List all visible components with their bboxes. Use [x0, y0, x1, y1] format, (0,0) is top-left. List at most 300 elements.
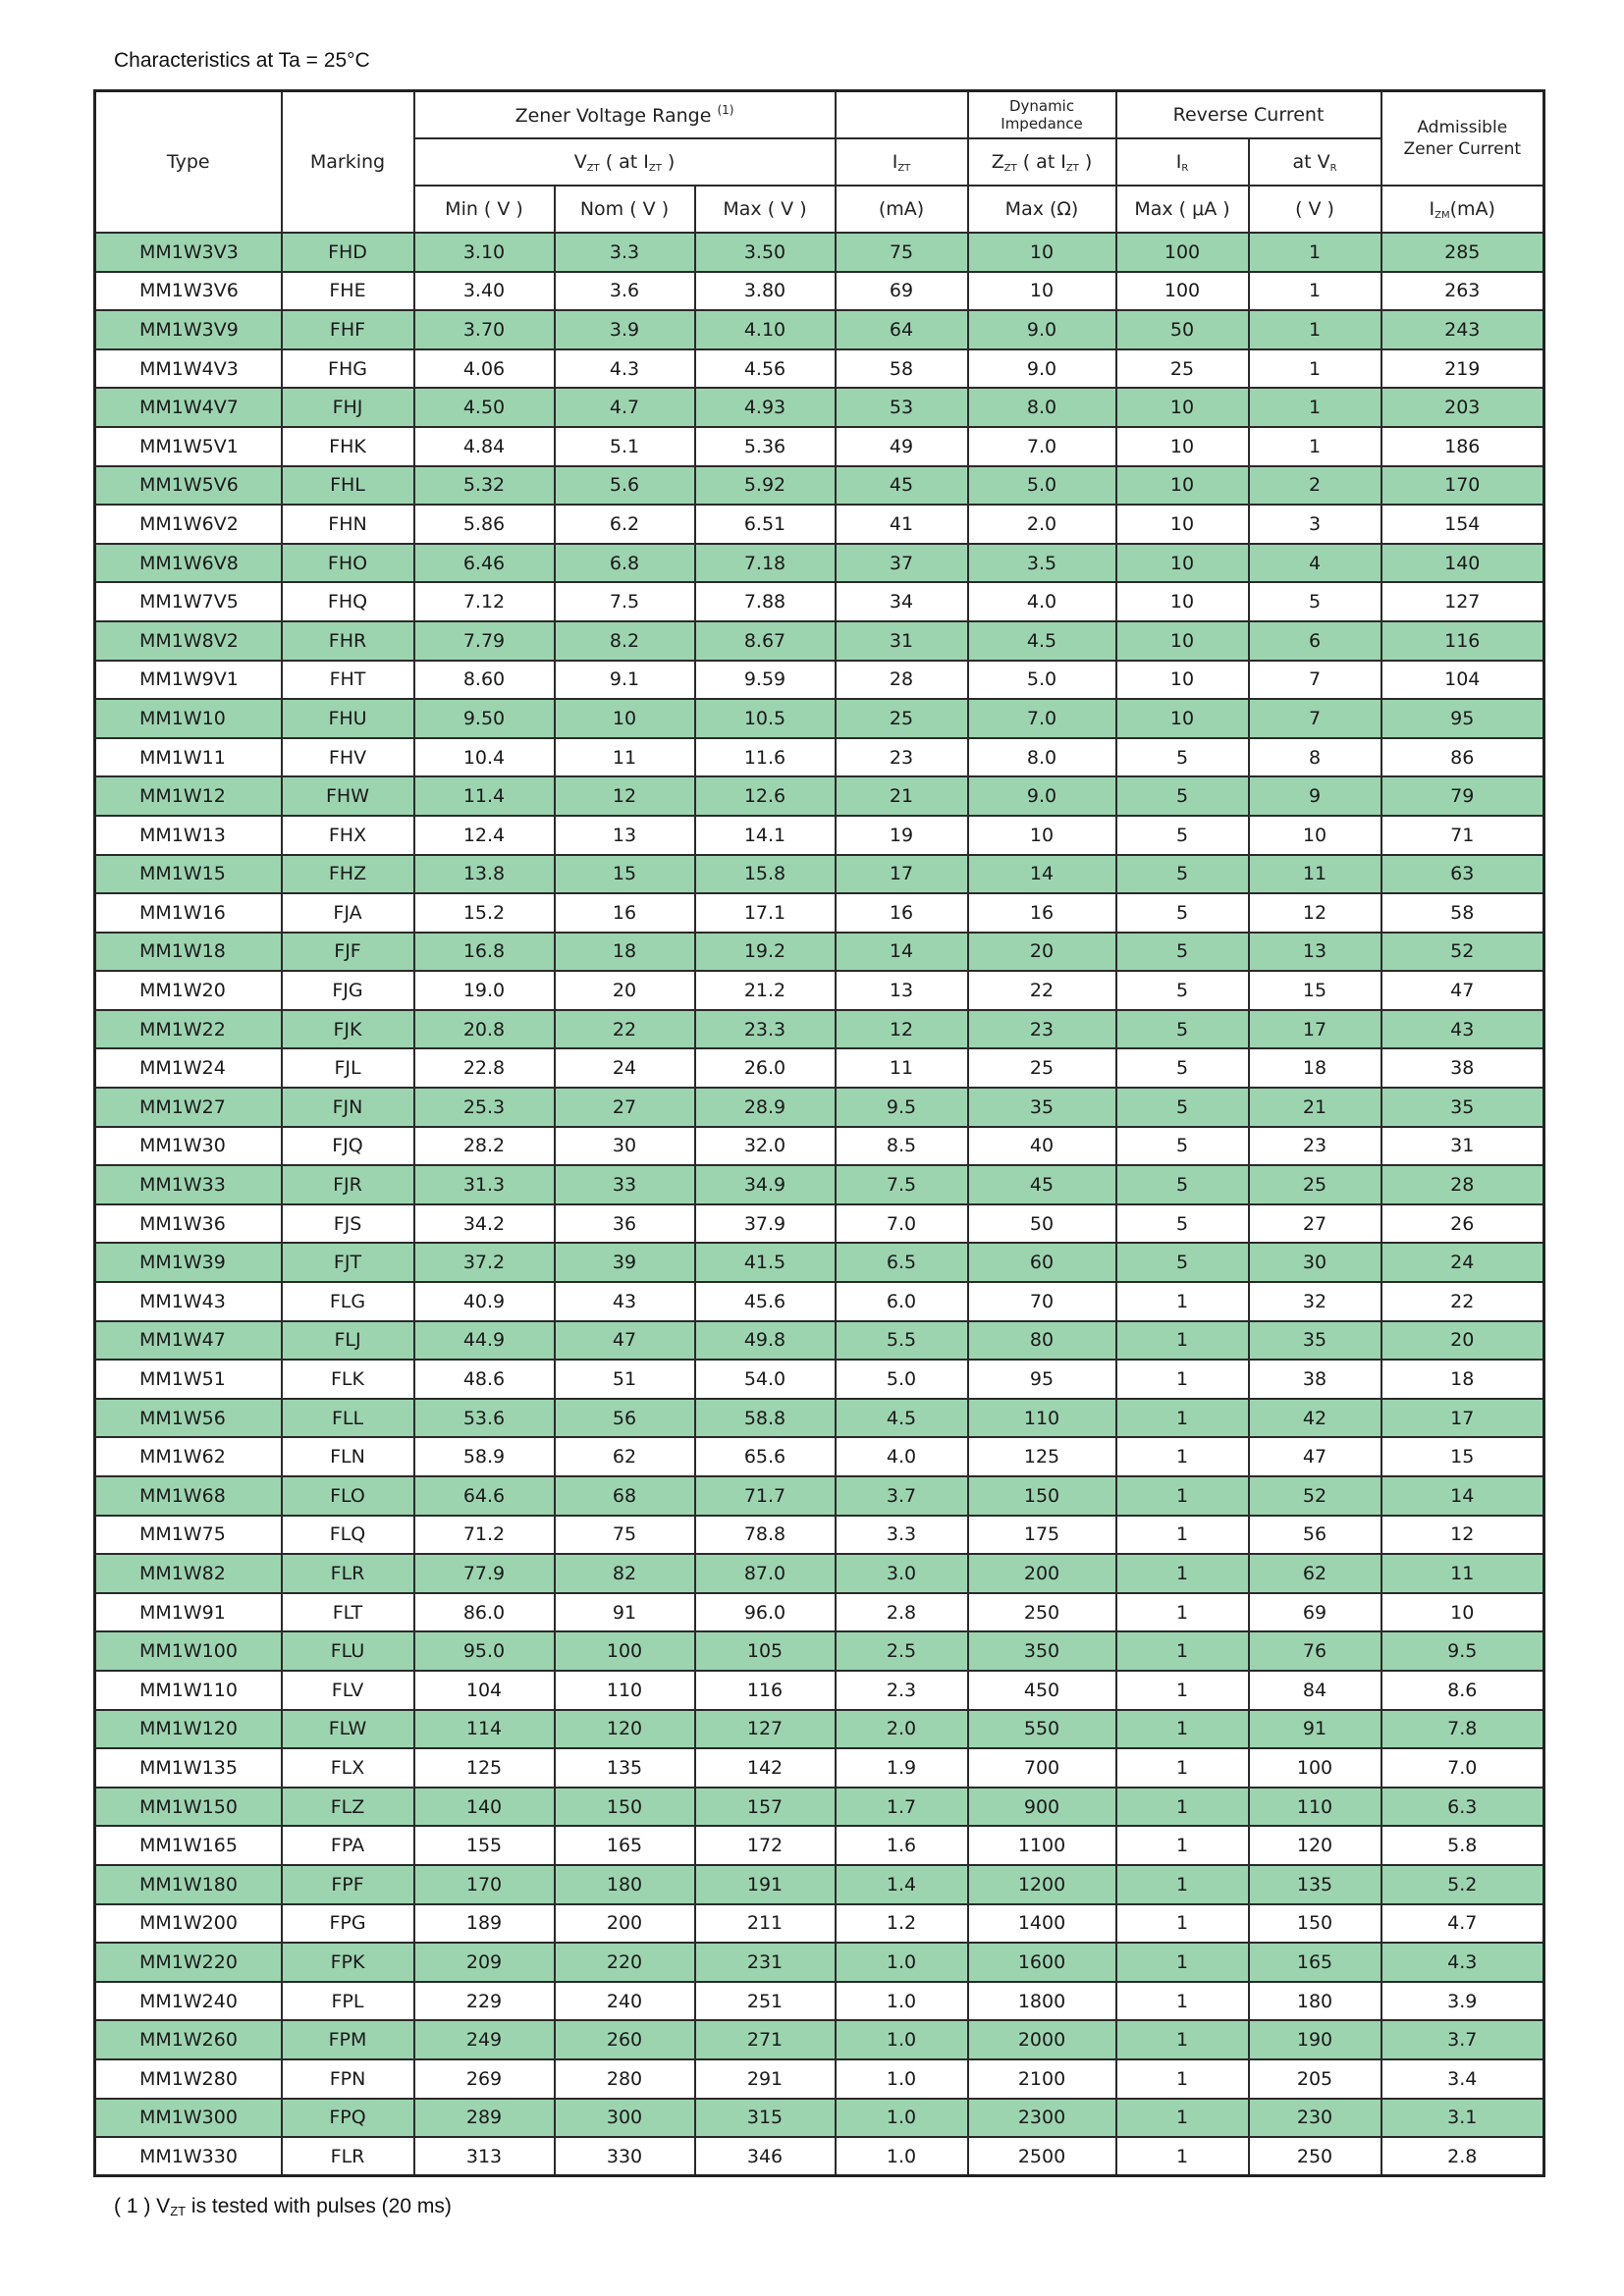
- table-row: [95, 310, 1544, 349]
- cell-vz-min: 58.9: [414, 1437, 555, 1476]
- cell-vz-min: 34.2: [414, 1204, 555, 1244]
- cell-vz-nom: 150: [555, 1788, 695, 1827]
- cell-type: MM1W15: [95, 855, 282, 894]
- cell-marking: FLR: [282, 1554, 414, 1593]
- cell-vz-max: 26.0: [695, 1048, 836, 1088]
- cell-izm: 116: [1381, 621, 1544, 661]
- cell-izm: 7.0: [1381, 1748, 1544, 1788]
- cell-marking: FJR: [282, 1165, 414, 1204]
- header-blank: [836, 91, 968, 139]
- cell-vr: 32: [1249, 1282, 1381, 1321]
- cell-izm: 219: [1381, 349, 1544, 389]
- cell-type: MM1W6V2: [95, 505, 282, 544]
- table-row: [95, 1010, 1544, 1049]
- cell-izm: 8.6: [1381, 1671, 1544, 1710]
- cell-ir-max: 5: [1116, 1204, 1249, 1244]
- cell-type: MM1W43: [95, 1282, 282, 1321]
- header-izm: $I_{ZM}(mA)$: [1381, 186, 1544, 233]
- cell-izm: 52: [1381, 933, 1544, 972]
- cell-izt: 1.0: [836, 1982, 968, 2021]
- cell-vz-max: 28.9: [695, 1088, 836, 1127]
- cell-zzt-max: 900: [968, 1788, 1116, 1827]
- cell-vz-min: 140: [414, 1788, 555, 1827]
- cell-izt: 53: [836, 388, 968, 427]
- characteristics-table: [93, 89, 1545, 2177]
- cell-zzt-max: 2300: [968, 2099, 1116, 2138]
- cell-vr: 230: [1249, 2099, 1381, 2138]
- cell-type: MM1W3V6: [95, 272, 282, 311]
- cell-ir-max: 10: [1116, 582, 1249, 621]
- cell-vz-max: 251: [695, 1982, 836, 2021]
- cell-vz-min: 10.4: [414, 738, 555, 777]
- table-row: [95, 1360, 1544, 1399]
- cell-vz-nom: 24: [555, 1048, 695, 1088]
- cell-vr: 150: [1249, 1904, 1381, 1944]
- cell-izt: 1.0: [836, 2059, 968, 2099]
- cell-izm: 140: [1381, 544, 1544, 583]
- cell-vr: 6: [1249, 621, 1381, 661]
- cell-vz-min: 104: [414, 1671, 555, 1710]
- cell-type: MM1W180: [95, 1865, 282, 1904]
- cell-vz-max: 127: [695, 1710, 836, 1749]
- cell-vr: 120: [1249, 1826, 1381, 1865]
- cell-type: MM1W18: [95, 933, 282, 972]
- cell-type: MM1W4V7: [95, 388, 282, 427]
- table-row: [95, 893, 1544, 933]
- cell-vr: 250: [1249, 2137, 1381, 2176]
- cell-vz-max: 271: [695, 2020, 836, 2059]
- cell-izt: 2.0: [836, 1710, 968, 1749]
- table-row: [95, 1399, 1544, 1438]
- cell-zzt-max: 95: [968, 1360, 1116, 1399]
- table-row: [95, 971, 1544, 1010]
- cell-type: MM1W4V3: [95, 349, 282, 389]
- cell-zzt-max: 9.0: [968, 776, 1116, 816]
- cell-zzt-max: 9.0: [968, 349, 1116, 389]
- cell-ir-max: 1: [1116, 2020, 1249, 2059]
- table-row: [95, 1165, 1544, 1204]
- cell-izm: 18: [1381, 1360, 1544, 1399]
- cell-ir-max: 10: [1116, 661, 1249, 700]
- cell-type: MM1W20: [95, 971, 282, 1010]
- cell-marking: FJA: [282, 893, 414, 933]
- cell-marking: FHQ: [282, 582, 414, 621]
- cell-zzt-max: 10: [968, 233, 1116, 272]
- cell-vr: 205: [1249, 2059, 1381, 2099]
- cell-vr: 15: [1249, 971, 1381, 1010]
- cell-izt: 16: [836, 893, 968, 933]
- cell-vz-nom: 200: [555, 1904, 695, 1944]
- cell-vz-nom: 36: [555, 1204, 695, 1244]
- cell-vr: 91: [1249, 1710, 1381, 1749]
- cell-vz-nom: 9.1: [555, 661, 695, 700]
- cell-vr: 11: [1249, 855, 1381, 894]
- cell-izm: 170: [1381, 466, 1544, 506]
- cell-ir-max: 50: [1116, 310, 1249, 349]
- cell-izt: 1.0: [836, 2099, 968, 2138]
- cell-izm: 20: [1381, 1321, 1544, 1361]
- cell-ir-max: 1: [1116, 1282, 1249, 1321]
- header-vzt: $V_{ZT}$ ( at $I_{ZT}$ ): [414, 138, 836, 186]
- cell-type: MM1W9V1: [95, 661, 282, 700]
- cell-marking: FJT: [282, 1243, 414, 1282]
- header-admissible-zener-current: Admissible Zener Current: [1381, 91, 1544, 187]
- cell-vr: 7: [1249, 661, 1381, 700]
- cell-vz-max: 34.9: [695, 1165, 836, 1204]
- cell-marking: FJS: [282, 1204, 414, 1244]
- cell-izm: 285: [1381, 233, 1544, 272]
- cell-vz-min: 64.6: [414, 1476, 555, 1516]
- table-row: [95, 1671, 1544, 1710]
- cell-type: MM1W7V5: [95, 582, 282, 621]
- cell-izm: 43: [1381, 1010, 1544, 1049]
- cell-zzt-max: 25: [968, 1048, 1116, 1088]
- cell-marking: FLV: [282, 1671, 414, 1710]
- cell-vz-max: 3.80: [695, 272, 836, 311]
- cell-vz-max: 7.18: [695, 544, 836, 583]
- cell-izm: 5.8: [1381, 1826, 1544, 1865]
- cell-zzt-max: 175: [968, 1516, 1116, 1555]
- cell-vz-nom: 3.3: [555, 233, 695, 272]
- cell-marking: FLK: [282, 1360, 414, 1399]
- cell-vz-nom: 280: [555, 2059, 695, 2099]
- cell-zzt-max: 23: [968, 1010, 1116, 1049]
- cell-vz-min: 8.60: [414, 661, 555, 700]
- cell-vz-max: 23.3: [695, 1010, 836, 1049]
- cell-vr: 9: [1249, 776, 1381, 816]
- cell-vr: 1: [1249, 310, 1381, 349]
- cell-marking: FPF: [282, 1865, 414, 1904]
- cell-ir-max: 1: [1116, 1904, 1249, 1944]
- cell-vz-max: 49.8: [695, 1321, 836, 1361]
- cell-vz-min: 31.3: [414, 1165, 555, 1204]
- cell-marking: FJF: [282, 933, 414, 972]
- cell-zzt-max: 110: [968, 1399, 1116, 1438]
- cell-izt: 7.5: [836, 1165, 968, 1204]
- cell-vz-nom: 6.2: [555, 505, 695, 544]
- cell-izm: 22: [1381, 1282, 1544, 1321]
- cell-zzt-max: 22: [968, 971, 1116, 1010]
- table-row: [95, 2137, 1544, 2176]
- cell-zzt-max: 50: [968, 1204, 1116, 1244]
- cell-izm: 4.7: [1381, 1904, 1544, 1944]
- cell-izt: 75: [836, 233, 968, 272]
- cell-vz-max: 315: [695, 2099, 836, 2138]
- cell-type: MM1W5V6: [95, 466, 282, 506]
- cell-zzt-max: 2100: [968, 2059, 1116, 2099]
- cell-marking: FHL: [282, 466, 414, 506]
- cell-zzt-max: 350: [968, 1631, 1116, 1671]
- table-row: [95, 466, 1544, 506]
- cell-vz-max: 87.0: [695, 1554, 836, 1593]
- table-row: [95, 1476, 1544, 1516]
- cell-zzt-max: 200: [968, 1554, 1116, 1593]
- cell-type: MM1W240: [95, 1982, 282, 2021]
- cell-izt: 12: [836, 1010, 968, 1049]
- cell-izm: 2.8: [1381, 2137, 1544, 2176]
- cell-marking: FHK: [282, 427, 414, 466]
- cell-vr: 190: [1249, 2020, 1381, 2059]
- cell-vz-min: 229: [414, 1982, 555, 2021]
- cell-vz-min: 3.70: [414, 310, 555, 349]
- cell-zzt-max: 5.0: [968, 661, 1116, 700]
- cell-zzt-max: 1800: [968, 1982, 1116, 2021]
- cell-ir-max: 10: [1116, 388, 1249, 427]
- cell-vz-max: 11.6: [695, 738, 836, 777]
- table-row: [95, 2059, 1544, 2099]
- cell-type: MM1W220: [95, 1943, 282, 1982]
- cell-izt: 21: [836, 776, 968, 816]
- header-reverse-current: Reverse Current: [1116, 91, 1381, 139]
- cell-izm: 28: [1381, 1165, 1544, 1204]
- table-row: [95, 427, 1544, 466]
- cell-vr: 1: [1249, 349, 1381, 389]
- cell-izt: 8.5: [836, 1127, 968, 1166]
- table-row: [95, 1904, 1544, 1944]
- cell-vz-nom: 39: [555, 1243, 695, 1282]
- cell-ir-max: 5: [1116, 776, 1249, 816]
- cell-type: MM1W16: [95, 893, 282, 933]
- cell-vz-min: 4.50: [414, 388, 555, 427]
- header-min: Min ( V ): [414, 186, 555, 233]
- cell-izm: 10: [1381, 1593, 1544, 1632]
- header-type: Type: [95, 91, 282, 234]
- cell-marking: FLU: [282, 1631, 414, 1671]
- cell-vz-max: 45.6: [695, 1282, 836, 1321]
- cell-izm: 95: [1381, 699, 1544, 738]
- cell-vr: 84: [1249, 1671, 1381, 1710]
- cell-izm: 5.2: [1381, 1865, 1544, 1904]
- cell-vz-nom: 12: [555, 776, 695, 816]
- cell-izt: 58: [836, 349, 968, 389]
- cell-vz-nom: 51: [555, 1360, 695, 1399]
- cell-vz-max: 231: [695, 1943, 836, 1982]
- cell-vz-min: 86.0: [414, 1593, 555, 1632]
- cell-marking: FHG: [282, 349, 414, 389]
- cell-izm: 11: [1381, 1554, 1544, 1593]
- cell-vz-max: 142: [695, 1748, 836, 1788]
- cell-ir-max: 1: [1116, 1399, 1249, 1438]
- cell-izt: 1.0: [836, 2020, 968, 2059]
- table-body: [95, 233, 1544, 2176]
- cell-marking: FJK: [282, 1010, 414, 1049]
- cell-izm: 15: [1381, 1437, 1544, 1476]
- cell-izm: 243: [1381, 310, 1544, 349]
- cell-vz-max: 8.67: [695, 621, 836, 661]
- cell-vr: 76: [1249, 1631, 1381, 1671]
- table-row: [95, 1865, 1544, 1904]
- cell-ir-max: 5: [1116, 1165, 1249, 1204]
- cell-vz-min: 189: [414, 1904, 555, 1944]
- header-max-ohm: Max (Ω): [968, 186, 1116, 233]
- cell-zzt-max: 150: [968, 1476, 1116, 1516]
- cell-izt: 1.4: [836, 1865, 968, 1904]
- cell-ir-max: 1: [1116, 1865, 1249, 1904]
- cell-ir-max: 25: [1116, 349, 1249, 389]
- cell-vr: 110: [1249, 1788, 1381, 1827]
- table-row: [95, 1631, 1544, 1671]
- cell-vz-nom: 240: [555, 1982, 695, 2021]
- cell-izm: 3.7: [1381, 2020, 1544, 2059]
- cell-vz-min: 313: [414, 2137, 555, 2176]
- cell-ir-max: 10: [1116, 427, 1249, 466]
- cell-type: MM1W165: [95, 1826, 282, 1865]
- cell-izt: 13: [836, 971, 968, 1010]
- cell-type: MM1W39: [95, 1243, 282, 1282]
- cell-ir-max: 5: [1116, 1048, 1249, 1088]
- cell-type: MM1W150: [95, 1788, 282, 1827]
- cell-zzt-max: 1400: [968, 1904, 1116, 1944]
- cell-vz-nom: 110: [555, 1671, 695, 1710]
- cell-zzt-max: 5.0: [968, 466, 1116, 506]
- cell-marking: FHV: [282, 738, 414, 777]
- table-row: [95, 738, 1544, 777]
- cell-vz-min: 40.9: [414, 1282, 555, 1321]
- cell-vz-min: 6.46: [414, 544, 555, 583]
- cell-zzt-max: 450: [968, 1671, 1116, 1710]
- header-izt: $I_{ZT}$: [836, 138, 968, 186]
- cell-vz-max: 96.0: [695, 1593, 836, 1632]
- cell-vz-min: 95.0: [414, 1631, 555, 1671]
- cell-marking: FLJ: [282, 1321, 414, 1361]
- cell-ir-max: 1: [1116, 1437, 1249, 1476]
- cell-vz-nom: 56: [555, 1399, 695, 1438]
- cell-vr: 1: [1249, 233, 1381, 272]
- cell-type: MM1W13: [95, 816, 282, 855]
- cell-vz-min: 4.06: [414, 349, 555, 389]
- cell-vz-max: 5.36: [695, 427, 836, 466]
- header-ma: (mA): [836, 186, 968, 233]
- cell-vz-nom: 10: [555, 699, 695, 738]
- cell-vz-min: 71.2: [414, 1516, 555, 1555]
- cell-type: MM1W10: [95, 699, 282, 738]
- cell-vz-max: 5.92: [695, 466, 836, 506]
- cell-zzt-max: 7.0: [968, 699, 1116, 738]
- cell-vz-max: 211: [695, 1904, 836, 1944]
- cell-izm: 6.3: [1381, 1788, 1544, 1827]
- cell-type: MM1W33: [95, 1165, 282, 1204]
- cell-type: MM1W200: [95, 1904, 282, 1944]
- cell-zzt-max: 40: [968, 1127, 1116, 1166]
- cell-marking: FHZ: [282, 855, 414, 894]
- cell-vz-min: 16.8: [414, 933, 555, 972]
- table-row: [95, 233, 1544, 272]
- cell-vr: 8: [1249, 738, 1381, 777]
- table-row: [95, 1748, 1544, 1788]
- cell-vz-min: 19.0: [414, 971, 555, 1010]
- cell-zzt-max: 250: [968, 1593, 1116, 1632]
- table-row: [95, 1554, 1544, 1593]
- cell-vz-min: 125: [414, 1748, 555, 1788]
- cell-izt: 1.9: [836, 1748, 968, 1788]
- cell-zzt-max: 8.0: [968, 738, 1116, 777]
- table-row: [95, 505, 1544, 544]
- cell-vr: 62: [1249, 1554, 1381, 1593]
- cell-vz-min: 48.6: [414, 1360, 555, 1399]
- cell-zzt-max: 1100: [968, 1826, 1116, 1865]
- cell-marking: FLG: [282, 1282, 414, 1321]
- cell-marking: FJG: [282, 971, 414, 1010]
- cell-vz-nom: 100: [555, 1631, 695, 1671]
- table-row: [95, 699, 1544, 738]
- cell-izm: 24: [1381, 1243, 1544, 1282]
- cell-vr: 1: [1249, 272, 1381, 311]
- header-zener-voltage-range: [414, 91, 836, 139]
- cell-izm: 17: [1381, 1399, 1544, 1438]
- cell-ir-max: 5: [1116, 933, 1249, 972]
- cell-zzt-max: 20: [968, 933, 1116, 972]
- cell-vz-nom: 75: [555, 1516, 695, 1555]
- cell-izt: 14: [836, 933, 968, 972]
- cell-izm: 4.3: [1381, 1943, 1544, 1982]
- cell-vz-max: 58.8: [695, 1399, 836, 1438]
- cell-izt: 49: [836, 427, 968, 466]
- cell-ir-max: 5: [1116, 1010, 1249, 1049]
- cell-vz-nom: 330: [555, 2137, 695, 2176]
- table-row: [95, 855, 1544, 894]
- cell-izt: 41: [836, 505, 968, 544]
- cell-marking: FJQ: [282, 1127, 414, 1166]
- cell-vz-nom: 220: [555, 1943, 695, 1982]
- cell-type: MM1W22: [95, 1010, 282, 1049]
- cell-ir-max: 1: [1116, 2099, 1249, 2138]
- cell-ir-max: 1: [1116, 1826, 1249, 1865]
- cell-marking: FLW: [282, 1710, 414, 1749]
- cell-vr: 25: [1249, 1165, 1381, 1204]
- cell-vz-max: 4.10: [695, 310, 836, 349]
- cell-type: MM1W5V1: [95, 427, 282, 466]
- cell-vz-nom: 5.1: [555, 427, 695, 466]
- cell-izm: 7.8: [1381, 1710, 1544, 1749]
- cell-izt: 2.5: [836, 1631, 968, 1671]
- cell-vz-nom: 8.2: [555, 621, 695, 661]
- cell-ir-max: 5: [1116, 816, 1249, 855]
- cell-izt: 2.3: [836, 1671, 968, 1710]
- cell-zzt-max: 1200: [968, 1865, 1116, 1904]
- cell-izt: 3.3: [836, 1516, 968, 1555]
- cell-vz-max: 21.2: [695, 971, 836, 1010]
- cell-ir-max: 10: [1116, 466, 1249, 506]
- cell-vz-max: 14.1: [695, 816, 836, 855]
- cell-ir-max: 10: [1116, 544, 1249, 583]
- cell-vz-min: 9.50: [414, 699, 555, 738]
- cell-vr: 12: [1249, 893, 1381, 933]
- cell-marking: FPL: [282, 1982, 414, 2021]
- cell-vz-max: 32.0: [695, 1127, 836, 1166]
- cell-vz-max: 6.51: [695, 505, 836, 544]
- table-row: [95, 1437, 1544, 1476]
- table-row: [95, 1243, 1544, 1282]
- cell-izt: 25: [836, 699, 968, 738]
- cell-type: MM1W56: [95, 1399, 282, 1438]
- cell-izm: 31: [1381, 1127, 1544, 1166]
- cell-zzt-max: 8.0: [968, 388, 1116, 427]
- cell-marking: FPN: [282, 2059, 414, 2099]
- cell-type: MM1W135: [95, 1748, 282, 1788]
- cell-zzt-max: 3.5: [968, 544, 1116, 583]
- cell-marking: FLT: [282, 1593, 414, 1632]
- cell-izm: 12: [1381, 1516, 1544, 1555]
- cell-vz-max: 191: [695, 1865, 836, 1904]
- cell-zzt-max: 1600: [968, 1943, 1116, 1982]
- cell-vz-min: 249: [414, 2020, 555, 2059]
- cell-izt: 64: [836, 310, 968, 349]
- cell-ir-max: 100: [1116, 272, 1249, 311]
- cell-type: MM1W36: [95, 1204, 282, 1244]
- cell-vz-max: 3.50: [695, 233, 836, 272]
- cell-zzt-max: 70: [968, 1282, 1116, 1321]
- cell-ir-max: 5: [1116, 1127, 1249, 1166]
